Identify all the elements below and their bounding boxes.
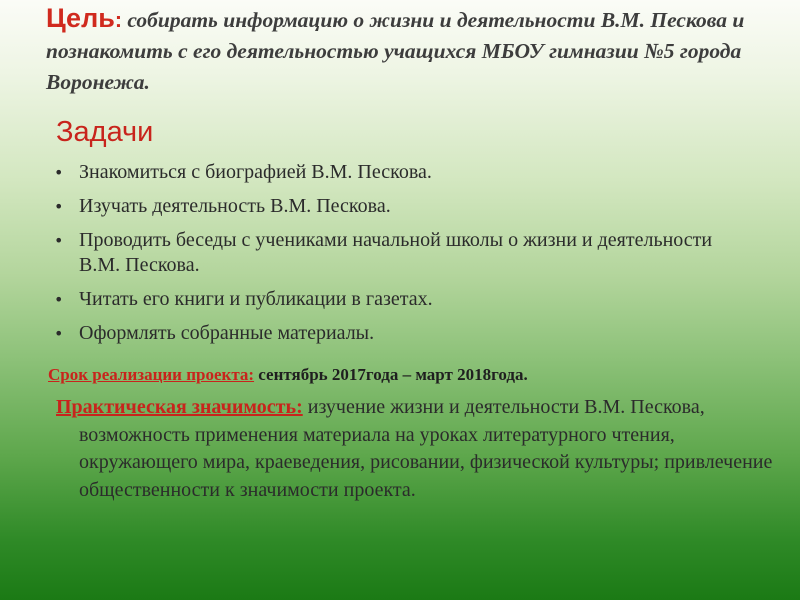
task-item <box>54 160 754 185</box>
task-text: Знакомиться с биографией В.М. Пескова. <box>79 161 432 183</box>
task-item <box>54 287 754 312</box>
task-item <box>54 194 754 219</box>
bullet-icon: • <box>54 197 64 216</box>
task-text: Проводить беседы с учениками начальной школы о жизни и деятельности В.М. Пескова. <box>79 229 713 276</box>
deadline-label: Срок реализации проекта: <box>48 365 255 384</box>
goal-label: Цель <box>46 3 115 33</box>
deadline-line <box>48 363 528 387</box>
significance-label: Практическая значимость: <box>56 396 303 418</box>
goal-colon: : <box>114 8 122 32</box>
task-text: Читать его книги и публикации в газетах. <box>79 288 433 310</box>
significance-paragraph <box>54 394 779 504</box>
tasks-heading: Задачи <box>56 116 154 148</box>
goal-text: собирать информацию о жизни и деятельности В.М. Пескова и познакомить с его деятельностью учащихся МБОУ гимназии №5 города Воронежа. <box>46 8 745 94</box>
bullet-icon: • <box>54 231 64 250</box>
task-item <box>54 228 754 278</box>
goal-paragraph <box>46 3 786 98</box>
bullet-icon: • <box>54 324 64 343</box>
task-text: Оформлять собранные материалы. <box>79 322 375 344</box>
bullet-icon: • <box>54 163 64 182</box>
bullet-icon: • <box>54 290 64 309</box>
tasks-list <box>54 160 754 355</box>
task-item <box>54 321 754 346</box>
task-text: Изучать деятельность В.М. Пескова. <box>79 195 391 217</box>
significance-text: изучение жизни и деятельности В.М. Пескова, возможность применения материала на уроках литературного чтения, окружающего мира, краеведения, рисовании, физической культуры; привлечение общественности к значимости проекта. <box>79 396 773 501</box>
deadline-text: сентябрь 2017года – март 2018года. <box>254 365 528 384</box>
